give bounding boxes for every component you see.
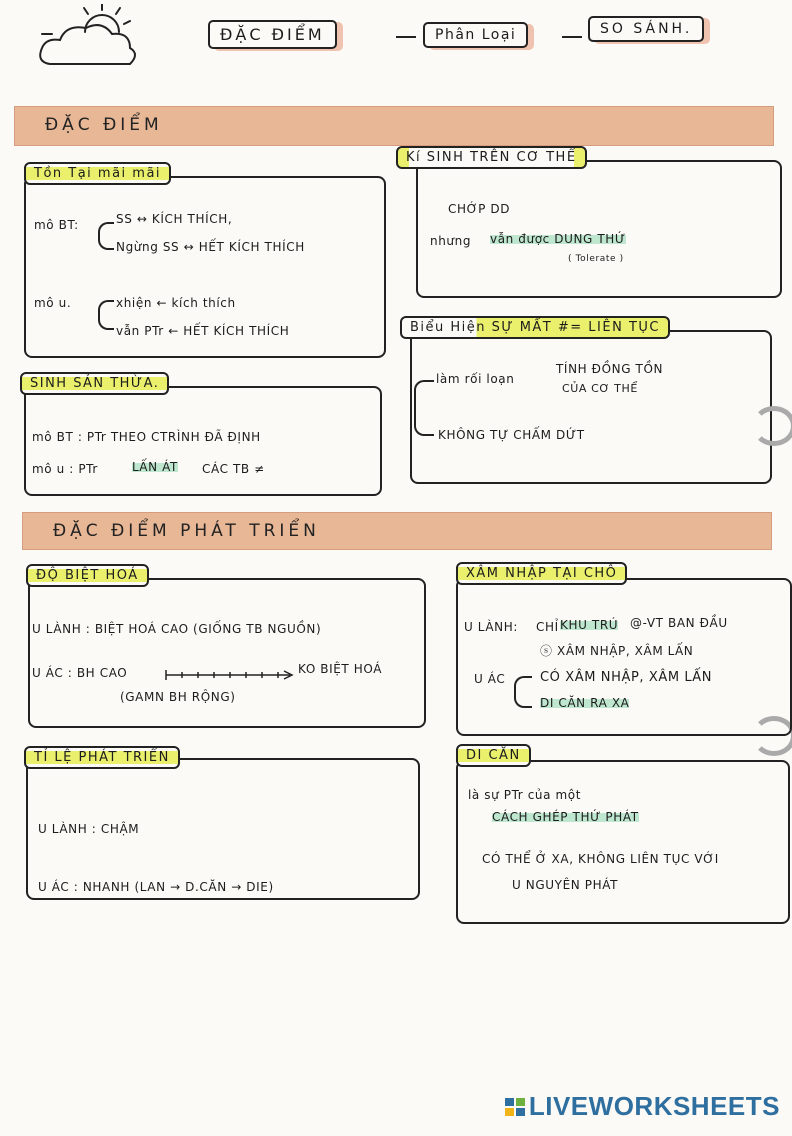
text-line: CHỈ	[536, 620, 559, 634]
text-line: KO BIỆT HOÁ	[298, 662, 383, 676]
brace	[514, 676, 532, 708]
text-line: làm rối loạn	[436, 372, 515, 386]
header-pill-so-sanh: SO SÁNH.	[588, 16, 704, 42]
text-line: vẫn PTr ← HẾT KÍCH THÍCH	[116, 324, 290, 338]
section-band-dac-diem	[14, 106, 774, 146]
text-line: nhưng	[430, 234, 472, 248]
text-line: là sự PTr của một	[468, 788, 582, 802]
text-line: CÓ THỂ Ở XA, KHÔNG LIÊN TỤC VỚI	[482, 852, 719, 866]
section-title: ĐẶC ĐIỂM	[45, 115, 163, 135]
section-title: ĐẶC ĐIỂM PHÁT TRIỂN	[53, 521, 320, 541]
text-line: mô u : PTr	[32, 462, 98, 476]
text-line: xhiện ← kích thích	[116, 296, 236, 310]
header-pill-dac-diem: ĐẶC ĐIỂM	[208, 20, 337, 49]
box-do-biet-hoa	[28, 578, 426, 728]
text-line: ⓢ XÂM NHẬP, XÂM LẤN	[540, 644, 694, 658]
text-line: CÁC TB ≠	[202, 462, 265, 476]
sun-cloud-icon	[30, 4, 180, 84]
text-line: U ÁC : NHANH (LAN → D.CĂN → DIE)	[38, 880, 274, 894]
scale-line-icon	[164, 668, 296, 682]
text-line: U LÀNH : CHẬM	[38, 822, 140, 836]
highlight-text: DI CĂN RA XA	[540, 696, 630, 710]
box-title: Tồn Tại mãi mãi	[24, 162, 171, 185]
mo-u-label: mô u.	[34, 296, 72, 310]
box-title: TỈ LỆ PHÁT TRIỂN	[24, 746, 180, 769]
box-bieu-hien	[410, 330, 772, 484]
text-line: SS ↔ KÍCH THÍCH,	[116, 212, 233, 226]
text-line: Ngừng SS ↔ HẾT KÍCH THÍCH	[116, 240, 305, 254]
text-line: TÍNH ĐỒNG TỒN	[556, 362, 664, 376]
text-line: U LÀNH:	[464, 620, 519, 634]
highlight-text: CÁCH GHÉP THỨ PHÁT	[492, 810, 639, 824]
box-title: DI CĂN	[456, 744, 531, 767]
brand-name: LIVEWORKSHEETS	[528, 1091, 780, 1121]
binder-ring-icon	[752, 406, 792, 446]
text-line: CHỚP DD	[448, 202, 511, 216]
text-line: U ÁC : BH CAO	[32, 666, 128, 680]
text-line: U ÁC	[474, 672, 506, 686]
box-title: XÂM NHẬP TẠI CHỖ	[456, 562, 627, 585]
text-line: ( Tolerate )	[568, 254, 624, 264]
header-dash	[562, 36, 582, 38]
box-title: Biểu Hiện SỰ MẤT #= LIÊN TỤC	[400, 316, 670, 339]
box-title: Kí SINH TRÊN CƠ THỂ	[396, 146, 587, 169]
text-line: CÓ XÂM NHẬP, XÂM LẤN	[540, 670, 713, 685]
text-line: U NGUYÊN PHÁT	[512, 878, 619, 892]
text-line: KHÔNG TỰ CHẤM DỨT	[438, 428, 585, 442]
highlight-text: KHU TRÚ	[560, 618, 619, 632]
header-pill-phan-loai: Phân Loại	[423, 22, 528, 48]
mo-bt-label: mô BT:	[34, 218, 79, 232]
brace	[98, 300, 114, 330]
liveworksheets-logo-icon	[505, 1098, 525, 1116]
text-line: U LÀNH : BIỆT HOÁ CAO (GIỐNG TB NGUỒN)	[32, 622, 322, 636]
brace	[414, 380, 434, 436]
highlight-text: vẫn được DUNG THỨ	[490, 232, 626, 246]
text-line: mô BT : PTr THEO CTRÌNH ĐÃ ĐỊNH	[32, 430, 261, 444]
text-line: (GAMN BH RỘNG)	[120, 690, 236, 704]
header-dash	[396, 36, 416, 38]
box-ki-sinh	[416, 160, 782, 298]
box-di-can	[456, 760, 790, 924]
highlight-text: LẤN ÁT	[132, 460, 178, 474]
text-line: @-VT BAN ĐẦU	[630, 616, 728, 630]
liveworksheets-logo	[505, 1091, 780, 1122]
box-title: SINH SẢN THỪA.	[20, 372, 169, 395]
section-band-phat-trien	[22, 512, 772, 550]
box-title: ĐỘ BIỆT HOÁ	[26, 564, 149, 587]
text-line: CỦA CƠ THỂ	[562, 382, 638, 395]
brace	[98, 222, 114, 250]
